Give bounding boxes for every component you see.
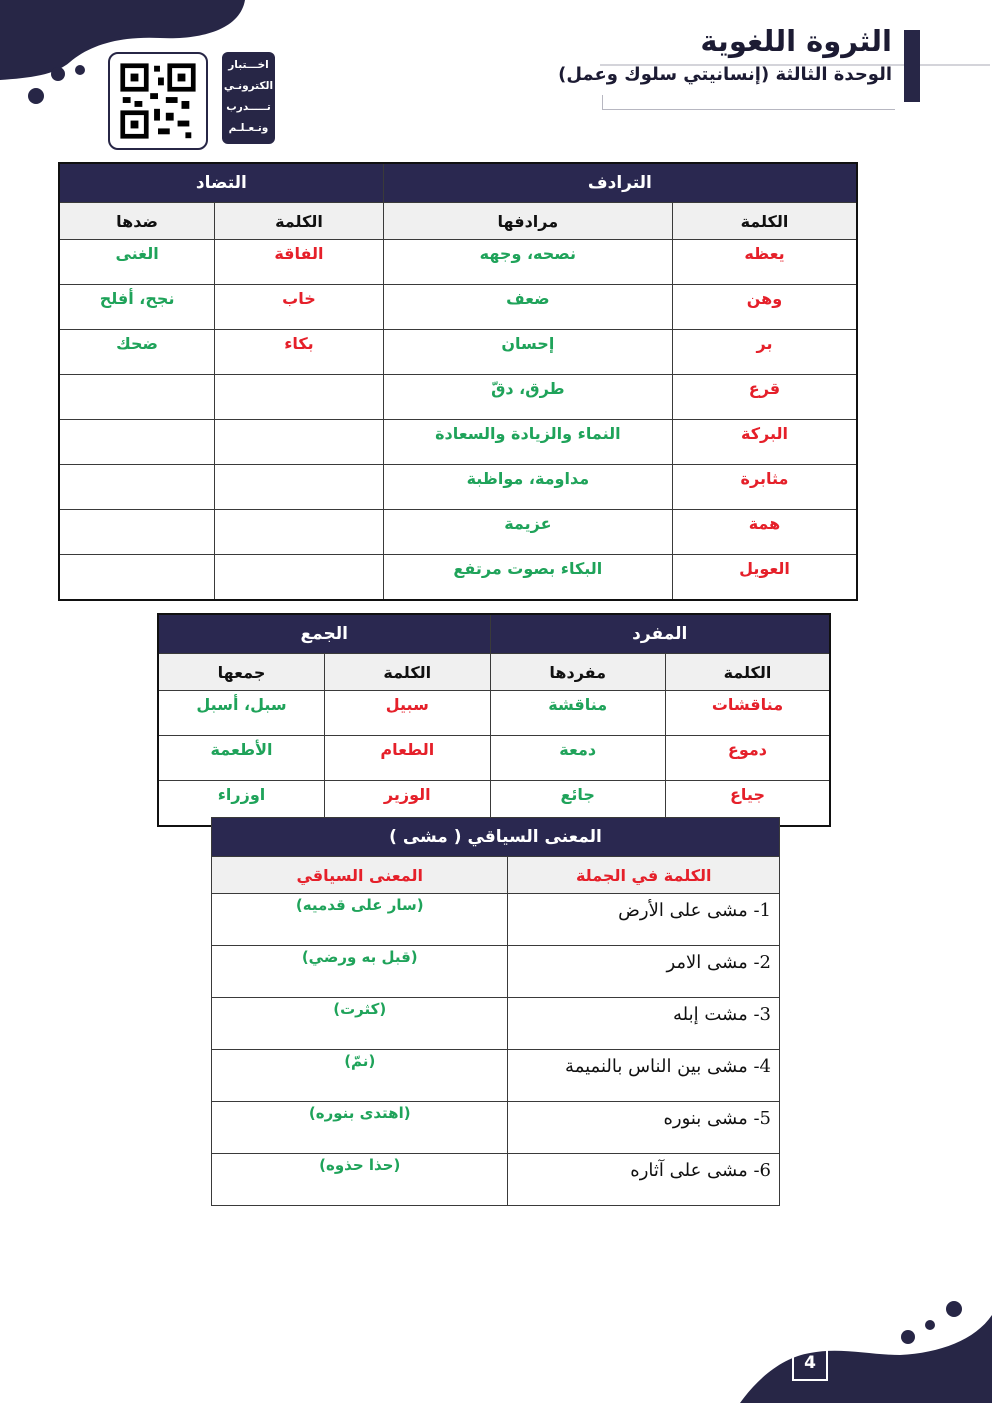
badge-line: الكترونـي [223, 80, 274, 92]
word-cell: همة [672, 510, 857, 555]
plural-cell: اوزراء [158, 781, 325, 827]
table-row [158, 691, 830, 736]
antonym-cell [59, 375, 215, 420]
antonym-cell [59, 555, 215, 601]
singular-plural-table [157, 613, 831, 827]
qr-code-frame[interactable] [108, 52, 208, 150]
synonym-cell: عزيمة [383, 510, 672, 555]
badge-line: اخـــتبار [228, 59, 269, 71]
singular-header: المفرد [490, 614, 830, 654]
page-number-box [792, 1345, 828, 1381]
synonym-cell: نصحه، وجهه [383, 240, 672, 285]
antonym-cell: نجح، أفلح [59, 285, 215, 330]
synonyms-antonyms-table [58, 162, 858, 601]
decorative-blob-bottom [740, 1295, 992, 1403]
antonym-cell: ضحك [59, 330, 215, 375]
antonym-cell [59, 465, 215, 510]
word-cell: قرع [672, 375, 857, 420]
word-cell: بكاء [215, 330, 384, 375]
antonym-cell [59, 420, 215, 465]
subtitle-underline [602, 95, 895, 110]
table-row [59, 330, 857, 375]
meaning-cell: (قبل به ورضي) [212, 946, 508, 998]
word-cell: دموع [665, 736, 830, 781]
word-cell: البركة [672, 420, 857, 465]
sentence-cell: 6- مشى على آثاره [508, 1154, 780, 1206]
word-cell: خاب [215, 285, 384, 330]
col-word: الكلمة [325, 654, 490, 691]
synonym-cell: البكاء بصوت مرتفع [383, 555, 672, 601]
synonyms-header: الترادف [383, 163, 857, 203]
qr-code-icon [110, 54, 206, 148]
plural-cell: الأطعمة [158, 736, 325, 781]
table-row [212, 946, 780, 998]
table-row [212, 1050, 780, 1102]
word-cell: بر [672, 330, 857, 375]
word-cell [215, 555, 384, 601]
col-word: الكلمة [215, 203, 384, 240]
col-word-in-sentence: الكلمة في الجملة [508, 857, 780, 894]
page-title: الثروة اللغوية [700, 24, 892, 58]
singular-cell: مناقشة [490, 691, 665, 736]
word-cell [215, 465, 384, 510]
context-header: المعنى السياقي ( مشى ) [212, 818, 780, 857]
table-row [59, 285, 857, 330]
synonym-cell: النماء والزيادة والسعادة [383, 420, 672, 465]
header-accent-bar [904, 30, 920, 102]
sentence-cell: 1- مشى على الأرض [508, 894, 780, 946]
table-row [59, 510, 857, 555]
col-word: الكلمة [672, 203, 857, 240]
col-plural: جمعها [158, 654, 325, 691]
badge-line: تـــــدرب [226, 101, 271, 113]
col-synonym: مرادفها [383, 203, 672, 240]
contextual-meaning-table [211, 817, 780, 1206]
singular-cell: جائع [490, 781, 665, 827]
table-row [212, 1102, 780, 1154]
word-cell: الوزير [325, 781, 490, 827]
synonym-cell: ضعف [383, 285, 672, 330]
antonym-cell: الغنى [59, 240, 215, 285]
col-antonym: ضدها [59, 203, 215, 240]
word-cell: الفاقة [215, 240, 384, 285]
word-cell [215, 510, 384, 555]
meaning-cell: (كثرت) [212, 998, 508, 1050]
plural-cell: سبل، أسبل [158, 691, 325, 736]
sentence-cell: 3- مشت إبله [508, 998, 780, 1050]
word-cell: الطعام [325, 736, 490, 781]
table-row [212, 894, 780, 946]
table-row [158, 736, 830, 781]
table-row [59, 420, 857, 465]
table-row [212, 998, 780, 1050]
unit-subtitle: الوحدة الثالثة (إنسانيتي سلوك وعمل) [558, 64, 892, 85]
word-cell: سبيل [325, 691, 490, 736]
synonym-cell: مداومة، مواظبة [383, 465, 672, 510]
meaning-cell: (اهتدى بنوره) [212, 1102, 508, 1154]
meaning-cell: (سار على قدميه) [212, 894, 508, 946]
sentence-cell: 4- مشى بين الناس بالنميمة [508, 1050, 780, 1102]
plural-header: الجمع [158, 614, 490, 654]
antonym-cell [59, 510, 215, 555]
antonyms-header: التضاد [59, 163, 383, 203]
word-cell: مثابرة [672, 465, 857, 510]
col-word: الكلمة [665, 654, 830, 691]
word-cell: يعظه [672, 240, 857, 285]
table-row [59, 240, 857, 285]
table-row [59, 465, 857, 510]
badge-line: وتـعـلـم [228, 122, 269, 134]
electronic-test-badge[interactable] [222, 52, 275, 144]
word-cell: وهن [672, 285, 857, 330]
meaning-cell: (حذا حذوه) [212, 1154, 508, 1206]
page-number: 4 [804, 1353, 816, 1373]
sentence-cell: 2- مشى الامر [508, 946, 780, 998]
word-cell: العويل [672, 555, 857, 601]
table-row [59, 375, 857, 420]
word-cell [215, 420, 384, 465]
table-row [212, 1154, 780, 1206]
word-cell [215, 375, 384, 420]
col-singular: مفردها [490, 654, 665, 691]
synonym-cell: طرق، دقّ [383, 375, 672, 420]
col-context-meaning: المعنى السياقي [212, 857, 508, 894]
word-cell: جياع [665, 781, 830, 827]
meaning-cell: (نمّ) [212, 1050, 508, 1102]
synonym-cell: إحسان [383, 330, 672, 375]
sentence-cell: 5- مشى بنوره [508, 1102, 780, 1154]
word-cell: مناقشات [665, 691, 830, 736]
singular-cell: دمعة [490, 736, 665, 781]
table-row [59, 555, 857, 601]
